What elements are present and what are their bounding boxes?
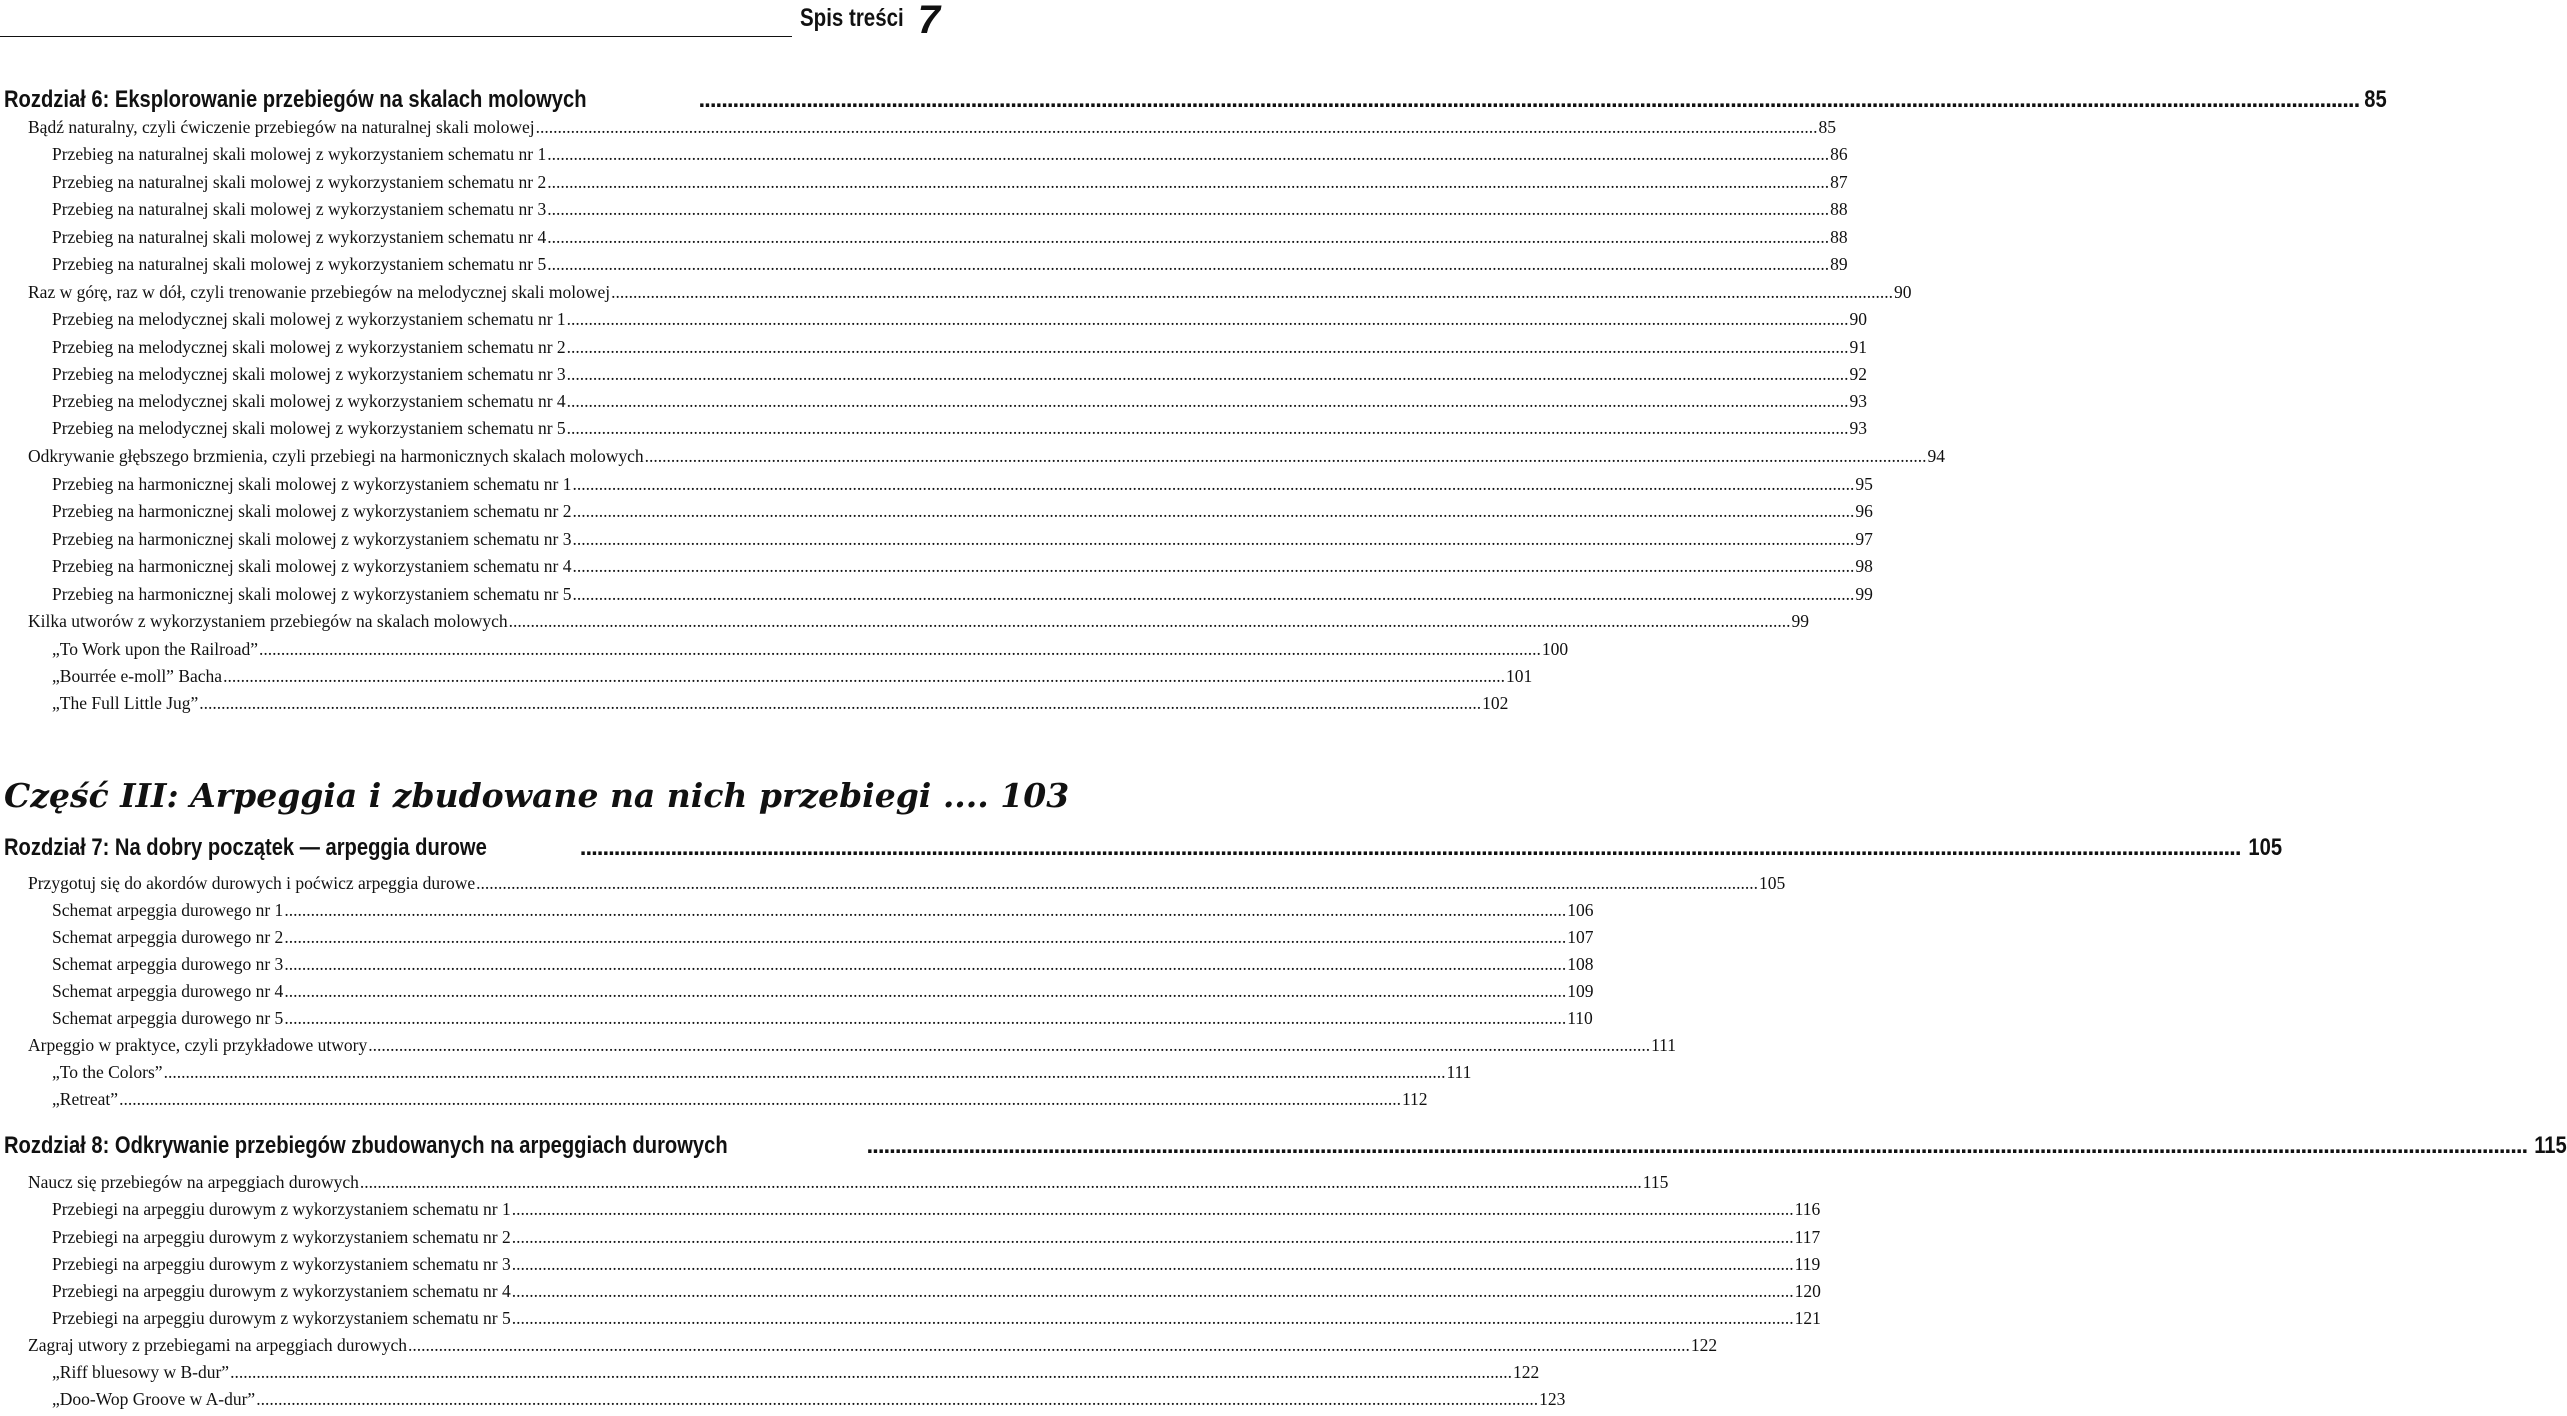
toc-page-number: 112 [1401,1089,1428,1109]
toc-page-number: 105 [1758,873,1786,893]
toc-entry[interactable] [0,337,1868,361]
toc-entry-title: Zagraj utwory z przebiegami na arpeggiach durowych [28,1335,408,1355]
toc-page-number: 108 [1567,954,1594,974]
dot-leader [476,873,1758,894]
toc-entry[interactable] [0,1008,1593,1032]
toc-page-number: 116 [1794,1199,1821,1219]
dot-leader [512,1281,1794,1302]
toc-entry-title: Schemat arpeggia durowego nr 2 [52,927,284,947]
toc-entry[interactable] [0,584,1873,608]
toc-page-number: 88 [1830,227,1848,247]
toc-entry[interactable] [0,873,1786,897]
toc-entry[interactable] [0,666,1533,690]
dot-leader [368,1035,1650,1056]
toc-page-number: 99 [1855,584,1873,604]
toc-page-number: 101 [1505,666,1533,686]
toc-entry[interactable] [0,556,1873,580]
toc-entry[interactable] [0,611,1810,635]
toc-page-number: 122 [1512,1362,1540,1382]
toc-entry[interactable] [0,1254,1821,1278]
toc-entry-title: Przebiegi na arpeggiu durowym z wykorzystaniem schematu nr 5 [52,1308,511,1328]
dot-leader [580,834,2241,862]
running-head-title: Spis treści [800,4,904,32]
dot-leader [223,666,1505,687]
dot-leader [567,309,1849,330]
dot-leader [512,1199,1794,1220]
toc-entry[interactable] [0,1035,1677,1059]
dot-leader [119,1089,1401,1110]
dot-leader [547,144,1829,165]
toc-page-number: 111 [1651,1035,1677,1055]
dot-leader [164,1062,1446,1083]
toc-page-number: 123 [1539,1389,1566,1409]
toc-entry-title: „Doo-Wop Groove w A-dur” [52,1389,256,1409]
toc-entry-title: Rozdział 6: Eksplorowanie przebiegów na skalach molowych [4,86,587,113]
dot-leader [284,981,1566,1002]
toc-entry[interactable] [0,1389,1566,1413]
toc-entry[interactable] [0,144,1848,168]
toc-entry[interactable] [0,1362,1540,1386]
toc-entry[interactable] [0,391,1868,415]
dot-leader [547,227,1829,248]
dot-leader [573,556,1855,577]
dot-leader [509,611,1791,632]
toc-entry[interactable] [0,1062,1472,1086]
dot-leader [567,391,1849,412]
toc-page-number: 95 [1855,474,1873,494]
toc-entry[interactable] [0,364,1868,388]
toc-entry-title: Przebiegi na arpeggiu durowym z wykorzystaniem schematu nr 4 [52,1281,511,1301]
toc-entry-title: Naucz się przebiegów na arpeggiach durowych [28,1172,359,1192]
dot-leader [512,1227,1794,1248]
toc-entry[interactable] [0,282,1912,306]
toc-page-number: 98 [1855,556,1873,576]
page-number: 7 [917,0,940,42]
toc-entry-title: Przebieg na harmonicznej skali molowej z wykorzystaniem schematu nr 1 [52,474,572,494]
toc-page-number: 121 [1794,1308,1821,1328]
toc-entry[interactable] [0,117,1837,141]
toc-page-number: 110 [1567,1008,1593,1028]
dot-leader [866,1132,2527,1160]
toc-entry-title: „Bourrée e-moll” Bacha [52,666,223,686]
dot-leader [573,501,1855,522]
toc-page-number: 92 [1849,364,1868,384]
toc-page-number: 111 [1446,1062,1472,1082]
toc-page-number: 107 [1567,927,1594,947]
toc-page-number: 106 [1567,900,1594,920]
toc-entry[interactable] [0,954,1594,978]
toc-entry[interactable] [0,501,1873,525]
toc-page-number: 103 [1000,776,1070,815]
toc-entry-title: Przebieg na naturalnej skali molowej z wykorzystaniem schematu nr 2 [52,172,547,192]
toc-page-number: 85 [1818,117,1837,137]
toc-page-number: 90 [1849,309,1868,329]
toc-entry[interactable] [0,693,1509,717]
toc-page-number: 115 [2534,1132,2567,1159]
toc-page-number: 100 [1541,639,1569,659]
toc-entry[interactable] [0,529,1873,553]
toc-entry-title: „To the Colors” [52,1062,163,1082]
toc-entry[interactable] [0,927,1594,951]
toc-entry-title: Kilka utworów z wykorzystaniem przebiegów na skalach molowych [28,611,508,631]
dot-leader [408,1335,1690,1356]
toc-entry-title: Arpeggio w praktyce, czyli przykładowe utwory [28,1035,368,1055]
dot-leader [512,1308,1794,1329]
toc-chapter[interactable] [0,86,2387,116]
toc-entry-title: Przebieg na melodycznej skali molowej z wykorzystaniem schematu nr 3 [52,364,566,384]
toc-part[interactable] [0,776,1070,820]
toc-entry-title: „Riff bluesowy w B-dur” [52,1362,230,1382]
toc-entry-title: „To Work upon the Railroad” [52,639,259,659]
toc-entry[interactable] [0,1172,1669,1196]
dot-leader [284,900,1566,921]
dot-leader [699,86,2360,114]
dot-leader [256,1389,1538,1410]
toc-entry-title: Przebieg na melodycznej skali molowej z wykorzystaniem schematu nr 4 [52,391,566,411]
toc-entry-title: Schemat arpeggia durowego nr 4 [52,981,284,1001]
toc-page-number: 105 [2247,834,2282,861]
toc-page-number: 97 [1855,529,1873,549]
toc-entry-title: Przebieg na harmonicznej skali molowej z wykorzystaniem schematu nr 4 [52,556,572,576]
toc-entry[interactable] [0,199,1848,223]
toc-entry[interactable] [0,474,1873,498]
toc-page-number: 91 [1849,337,1868,357]
toc-page-number: 115 [1642,1172,1669,1192]
toc-entry-title: Przebieg na naturalnej skali molowej z wykorzystaniem schematu nr 5 [52,254,547,274]
toc-page-number: 86 [1830,144,1848,164]
toc-page-number: 117 [1794,1227,1821,1247]
toc-page-number: 90 [1894,282,1912,302]
toc-entry-title: Przebieg na melodycznej skali molowej z wykorzystaniem schematu nr 5 [52,418,566,438]
toc-entry[interactable] [0,1335,1718,1359]
toc-entry-title: Schemat arpeggia durowego nr 5 [52,1008,284,1028]
toc-entry[interactable] [0,900,1594,924]
dot-leader [573,529,1855,550]
toc-entry[interactable] [0,639,1569,663]
toc-entry[interactable] [0,1227,1821,1251]
toc-entry-title: Rozdział 8: Odkrywanie przebiegów zbudowanych na arpeggiach durowych [4,1132,728,1159]
dot-leader [547,172,1829,193]
dot-leader [567,418,1849,439]
dot-leader [547,199,1829,220]
toc-page-number: 99 [1791,611,1810,631]
page-header [0,0,960,42]
dot-leader [512,1254,1794,1275]
dot-leader [360,1172,1642,1193]
toc-entry[interactable] [0,1281,1821,1305]
toc-entry-title: Przebieg na harmonicznej skali molowej z wykorzystaniem schematu nr 5 [52,584,572,604]
toc-entry[interactable] [0,981,1594,1005]
toc-entry[interactable] [0,172,1848,196]
toc-page-number: 93 [1849,391,1868,411]
dot-leader [284,1008,1566,1029]
toc-page-number: 94 [1927,446,1946,466]
toc-page-number: 93 [1849,418,1868,438]
toc-entry-title: Przebiegi na arpeggiu durowym z wykorzystaniem schematu nr 3 [52,1254,511,1274]
dot-leader [230,1362,1512,1383]
dot-leader [611,282,1893,303]
dot-leader [259,639,1541,660]
dot-leader [645,446,1927,467]
toc-entry-title: Raz w górę, raz w dół, czyli trenowanie przebiegów na melodycznej skali molowej [28,282,611,302]
toc-entry-title: Przebiegi na arpeggiu durowym z wykorzystaniem schematu nr 2 [52,1227,511,1247]
toc-entry-title: Przebieg na harmonicznej skali molowej z wykorzystaniem schematu nr 2 [52,501,572,521]
toc-entry[interactable] [0,418,1868,442]
toc-entry[interactable] [0,254,1848,278]
toc-entry-title: „Retreat” [52,1089,119,1109]
toc-entry-title: „The Full Little Jug” [52,693,199,713]
dot-leader [536,117,1818,138]
toc-entry[interactable] [0,1308,1821,1332]
toc-entry-title: Odkrywanie głębszego brzmienia, czyli przebiegi na harmonicznych skalach molowych [28,446,644,466]
toc-entry[interactable] [0,1089,1428,1113]
toc-entry[interactable] [0,446,1946,470]
toc-chapter[interactable] [0,834,2282,864]
toc-entry-title: Przebieg na naturalnej skali molowej z wykorzystaniem schematu nr 1 [52,144,547,164]
dot-leader [573,474,1855,495]
toc-page-number: 96 [1855,501,1873,521]
toc-chapter[interactable] [0,1132,2567,1162]
toc-page-number: 85 [2364,86,2387,113]
dot-leader [567,337,1849,358]
toc-entry[interactable] [0,227,1848,251]
toc-entry-title: Przygotuj się do akordów durowych i poćwicz arpeggia durowe [28,873,476,893]
toc-page-number: 102 [1482,693,1509,713]
dot-leader [567,364,1849,385]
header-rule [0,36,792,37]
toc-page-number: 109 [1567,981,1594,1001]
toc-entry-title: Przebiegi na arpeggiu durowym z wykorzystaniem schematu nr 1 [52,1199,511,1219]
toc-entry-title: Przebieg na harmonicznej skali molowej z wykorzystaniem schematu nr 3 [52,529,572,549]
toc-entry-title: Część III: Arpeggia i zbudowane na nich przebiegi [4,776,932,815]
dot-leader [547,254,1829,275]
dot-leader [199,693,1481,714]
toc-page-number: 88 [1830,199,1848,219]
toc-entry-title: Schemat arpeggia durowego nr 3 [52,954,284,974]
toc-entry-title: Rozdział 7: Na dobry początek — arpeggia durowe [4,834,487,861]
toc-entry[interactable] [0,309,1868,333]
toc-entry-title: Schemat arpeggia durowego nr 1 [52,900,284,920]
toc-entry-title: Przebieg na naturalnej skali molowej z wykorzystaniem schematu nr 4 [52,227,547,247]
dot-leader [284,927,1566,948]
toc-page-number: 120 [1794,1281,1821,1301]
toc-page-number: 89 [1830,254,1848,274]
toc-entry-title: Przebieg na melodycznej skali molowej z wykorzystaniem schematu nr 1 [52,309,566,329]
toc-entry-title: Przebieg na naturalnej skali molowej z wykorzystaniem schematu nr 3 [52,199,547,219]
toc-page-number: 119 [1794,1254,1821,1274]
toc-entry-title: Bądź naturalny, czyli ćwiczenie przebiegów na naturalnej skali molowej [28,117,535,137]
toc-entry-title: Przebieg na melodycznej skali molowej z wykorzystaniem schematu nr 2 [52,337,566,357]
dot-leader [284,954,1566,975]
toc-entry[interactable] [0,1199,1821,1223]
toc-page-number: 87 [1830,172,1848,192]
dot-leader [573,584,1855,605]
toc-page-number: 122 [1690,1335,1718,1355]
toc-separator: .... [931,776,1001,815]
